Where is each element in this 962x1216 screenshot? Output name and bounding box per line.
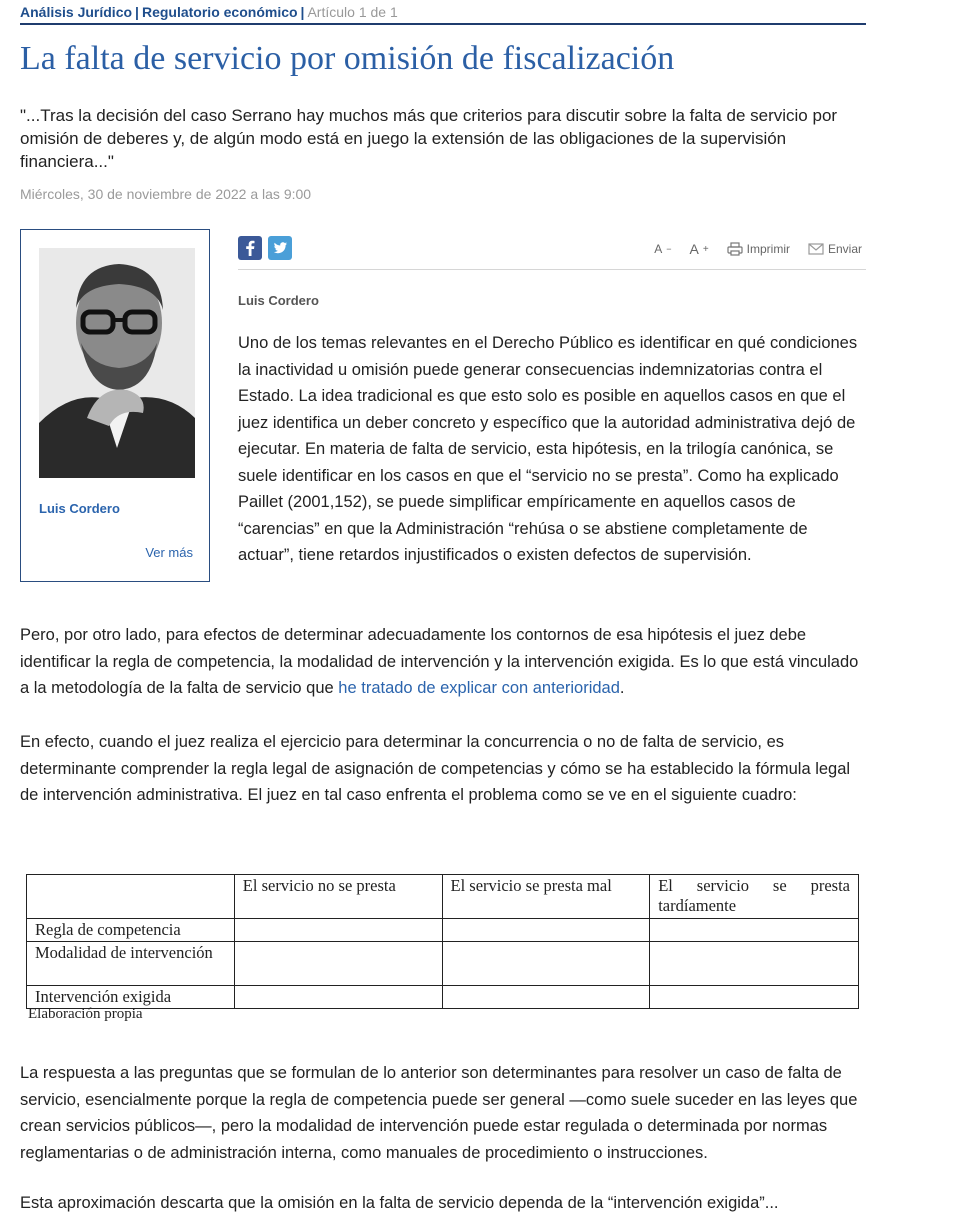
- table-cell: [442, 942, 650, 986]
- font-larger-button[interactable]: [689, 241, 708, 257]
- breadcrumb-subsection[interactable]: Regulatorio económico: [141, 4, 298, 20]
- printer-icon: [727, 242, 743, 256]
- twitter-icon: [268, 236, 292, 260]
- table-column-header: El servicio se presta mal: [442, 875, 650, 919]
- table-cell: [650, 986, 859, 1009]
- article-title: La falta de servicio por omisión de fiscalización: [20, 40, 675, 77]
- previous-article-link[interactable]: he tratado de explicar con anterioridad: [338, 679, 620, 697]
- paragraph-2-end: .: [619, 679, 625, 697]
- article-tools: [654, 241, 862, 257]
- table-row: [27, 986, 859, 1009]
- table-header-row: [27, 875, 859, 919]
- article-toolbar: [238, 235, 866, 270]
- article-date: Miércoles, 30 de noviembre de 2022 a las 9:00: [20, 186, 312, 202]
- print-button[interactable]: [727, 242, 790, 256]
- table-cell: [234, 942, 442, 986]
- table-corner-cell: [27, 875, 235, 919]
- table-row: [27, 942, 859, 986]
- send-label: Enviar: [827, 242, 862, 256]
- author-photo: [39, 248, 195, 478]
- article-paragraph-2: [20, 622, 866, 702]
- author-portrait: [39, 248, 195, 478]
- table-cell: [442, 986, 650, 1009]
- header-rule: [20, 23, 866, 25]
- minus-icon: −: [666, 244, 672, 254]
- paragraph-2-text: Pero, por otro lado, para efectos de determinar adecuadamente los contornos de esa hipótesis el juez debe identificar la regla de competencia, la modalidad de intervención y la intervención exigida. Es lo que está vinculado a la metodología de la falta de servicio que: [20, 626, 859, 697]
- article-paragraph-4: La respuesta a las preguntas que se formulan de lo anterior son determinantes para resolver un caso de falta de servicio, esencialmente porque la regla de competencia puede ser general —como suele suceder en las leyes que crean servicios públicos—, pero la modalidad de intervención puede estar regulada o determinada por normas reglamentarias o de administración interna, como manuales de procedimiento o instrucciones.: [20, 1064, 858, 1162]
- breadcrumb-position: Artículo 1 de 1: [307, 4, 398, 20]
- envelope-icon: [808, 243, 824, 255]
- table-cell: [650, 942, 859, 986]
- article-paragraph-1: Uno de los temas relevantes en el Derecho Público es identificar en qué condiciones la inactividad u omisión puede generar consecuencias indemnizatorias contra el Estado. La idea tradicional es que esto solo es posible en aquellos casos en que el juez identifica un deber concreto y específico que la autoridad administrativa dejó de ejecutar. En materia de falta de servicio, esta hipótesis, en la trilogía canónica, se suele identificar en los casos en que el “servicio no se presta”. Como ha explicado Paillet (2001,152), se puede simplificar empíricamente en aquellos casos de “carencias” en que la Administración “rehúsa o se abstiene completamente de actuar”, tiene retardos injustificados o existen defectos de supervisión.: [238, 334, 858, 564]
- font-larger-label: A: [689, 241, 699, 257]
- see-more-link[interactable]: Ver más: [145, 545, 193, 560]
- breadcrumb-separator: |: [300, 4, 305, 20]
- facebook-icon: [238, 236, 262, 260]
- article-lead: "...Tras la decisión del caso Serrano hay muchos más que criterios para discutir sobre la falta de servicio por omisión de deberes y, de algún modo está en juego la extensión de las obligaciones de la supervisión financiera...": [20, 106, 838, 171]
- table-column-header: El servicio no se presta: [234, 875, 442, 919]
- table-cell: [650, 919, 859, 942]
- facebook-share-button[interactable]: [238, 236, 262, 260]
- table-cell: [442, 919, 650, 942]
- font-smaller-button[interactable]: [654, 242, 671, 256]
- article-byline: Luis Cordero: [238, 293, 319, 308]
- table-row-header: Regla de competencia: [27, 919, 235, 942]
- article-paragraph-3: En efecto, cuando el juez realiza el ejercicio para determinar la concurrencia o no de falta de servicio, es determinante comprender la regla legal de asignación de competencias y cómo se ha establecido la fórmula legal de intervención administrativa. El juez en tal caso enfrenta el problema como se ve en el siguiente cuadro:: [20, 733, 851, 804]
- breadcrumb-section[interactable]: Análisis Jurídico: [20, 4, 133, 20]
- print-label: Imprimir: [746, 242, 790, 256]
- table-cell: [234, 986, 442, 1009]
- table-cell: [234, 919, 442, 942]
- table-caption: Elaboración propia: [28, 1006, 143, 1022]
- send-button[interactable]: [808, 242, 862, 256]
- table-row-header: Intervención exigida: [27, 986, 235, 1009]
- table-row: [27, 919, 859, 942]
- article-paragraph-5: Esta aproximación descarta que la omisión en la falta de servicio dependa de la “intervención exigida”...: [20, 1194, 779, 1212]
- table-row-header: Modalidad de intervención: [27, 942, 235, 986]
- author-name[interactable]: Luis Cordero: [39, 501, 120, 516]
- author-box: [20, 229, 210, 582]
- breadcrumb: [20, 4, 398, 20]
- methodology-table: [26, 874, 859, 1009]
- twitter-share-button[interactable]: [268, 236, 292, 260]
- breadcrumb-separator: |: [135, 4, 139, 20]
- font-smaller-label: A: [654, 242, 663, 256]
- table-column-header: El servicio se presta tardíamente: [650, 875, 859, 919]
- plus-icon: +: [702, 243, 709, 255]
